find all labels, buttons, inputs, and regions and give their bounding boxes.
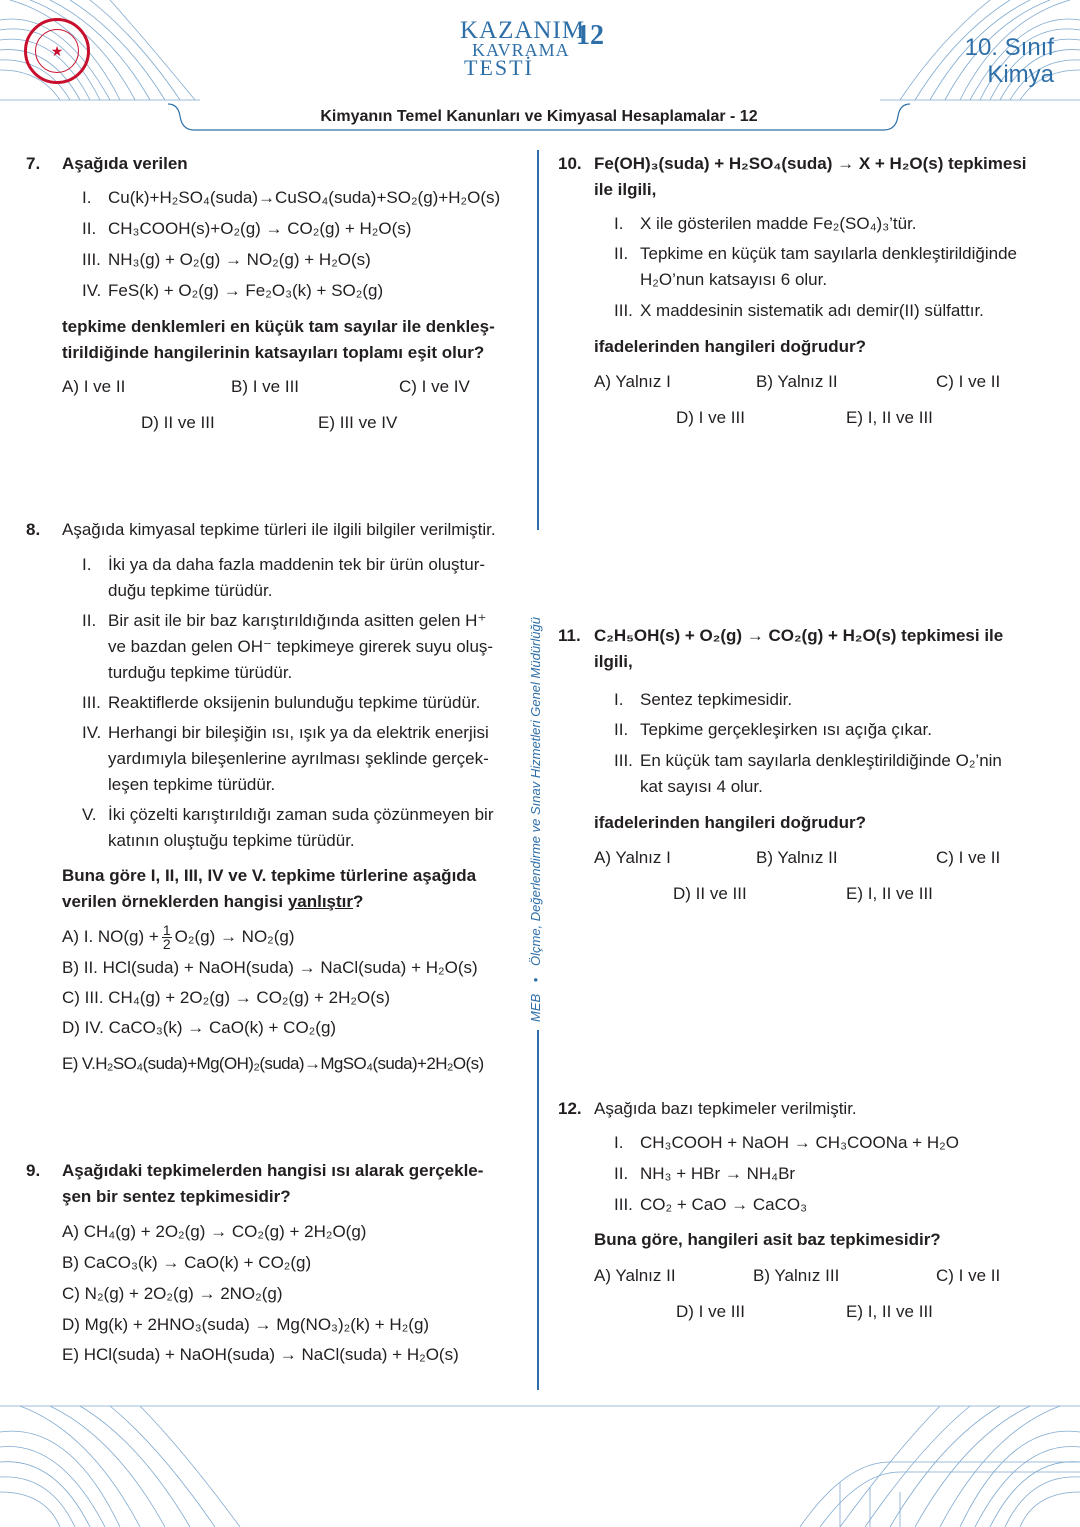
q10-item-1: I. X ile gösterilen madde Fe₂(SO₄)₃’tür.	[614, 214, 917, 233]
q12-items	[614, 1133, 959, 1215]
column-divider-bottom	[537, 1030, 539, 1390]
question-7	[26, 154, 526, 174]
q8-item-2: II. Bir asit ile bir baz karıştırıldığında asitten gelen H⁺ ve bazdan gelen OH⁻ tepkimeye girerek suyu oluş- turduğu tepkime türüdür.	[82, 611, 494, 682]
q10-option-d[interactable]: D) I ve III	[676, 408, 745, 427]
q11-prompt: ifadelerinden hangileri doğrudur?	[594, 813, 867, 832]
q8-negation-word: yanlıştır	[287, 892, 354, 911]
q8-option-e[interactable]: E) V.H₂SO₄(suda)+Mg(OH)₂(suda)→MgSO₄(suda)+2H₂O(s)	[62, 1054, 484, 1073]
q7-option-d[interactable]: D) II ve III	[141, 413, 215, 432]
column-divider-top	[537, 150, 539, 530]
q12-prompt: Buna göre, hangileri asit baz tepkimesidir?	[594, 1230, 941, 1249]
q12-option-b[interactable]: B) Yalnız III	[753, 1266, 840, 1285]
q8-item-4: IV. Herhangi bir bileşiğin ısı, ışık ya da elektrik enerjisi yardımıyla bileşenlerine ayrılması şeklinde gerçek- leşen tepkime türüdür.	[82, 723, 489, 794]
half-fraction: $\frac{1}{2}$	[162, 921, 171, 952]
q9-option-e[interactable]: E) HCl(suda) + NaOH(suda) → NaCl(suda) + H₂O(s)	[62, 1345, 459, 1364]
q8-items	[82, 555, 494, 861]
q8-number: 8.	[26, 520, 41, 539]
q10-option-b[interactable]: B) Yalnız II	[756, 372, 838, 391]
q10-option-a[interactable]: A) Yalnız I	[594, 372, 671, 391]
q12-item-3: III. CO₂ + CaO → CaCO₃	[614, 1195, 808, 1214]
q8-question: Buna göre I, II, III, IV ve V. tepkime türlerine aşağıda verilen örneklerden hangisi yanlıştır?	[62, 866, 477, 911]
q10-items	[614, 214, 1017, 321]
q8-option-d[interactable]: D) IV. CaCO₃(k) → CaO(k) + CO₂(g)	[62, 1018, 337, 1037]
q7-items	[82, 188, 500, 312]
q9-number: 9.	[26, 1161, 41, 1180]
q8-intro: Aşağıda kimyasal tepkime türleri ile ilgili bilgiler verilmiştir.	[62, 520, 496, 539]
q10-option-c[interactable]: C) I ve II	[936, 372, 1001, 391]
brand-title: KAZANIM KAVRAMA TESTİ	[460, 17, 586, 80]
q7-item-4: IV. FeS(k) + O₂(g) → Fe₂O₃(k) + SO₂(g)	[82, 281, 384, 300]
q7-question: tepkime denklemleri en küçük tam sayılar ile denkleş- tirildiğinde hangilerinin katsayıları toplamı eşit olur?	[62, 317, 495, 362]
q12-option-e[interactable]: E) I, II ve III	[846, 1302, 933, 1321]
grade-label: 10. Sınıf	[964, 34, 1054, 61]
q8-option-c[interactable]: C) III. CH₄(g) + 2O₂(g) → CO₂(g) + 2H₂O(s)	[62, 988, 391, 1007]
q11-items	[614, 690, 1002, 797]
q11-option-d[interactable]: D) II ve III	[673, 884, 747, 903]
q12-option-c[interactable]: C) I ve II	[936, 1266, 1001, 1285]
q8-item-3: III. Reaktiflerde oksijenin bulunduğu tepkime türüdür.	[82, 693, 481, 712]
q9-option-a[interactable]: A) CH₄(g) + 2O₂(g) → CO₂(g) + 2H₂O(g)	[62, 1222, 367, 1241]
q10-question: Fe(OH)₃(suda) + H₂SO₄(suda) → X + H₂O(s) tepkimesi ile ilgili,	[594, 154, 1027, 199]
subject-label: Kimya	[987, 61, 1054, 88]
side-publisher: MEB	[528, 993, 543, 1022]
q9-question: Aşağıdaki tepkimelerden hangisi ısı alarak gerçekle- şen bir sentez tepkimesidir?	[62, 1161, 484, 1206]
q11-item-2: II. Tepkime gerçekleşirken ısı açığa çıkar.	[614, 720, 932, 739]
side-separator: •	[528, 977, 543, 983]
q12-option-a[interactable]: A) Yalnız II	[594, 1266, 676, 1285]
q11-option-e[interactable]: E) I, II ve III	[846, 884, 933, 903]
q10-prompt: ifadelerinden hangileri doğrudur?	[594, 337, 867, 356]
q11-option-b[interactable]: B) Yalnız II	[756, 848, 838, 867]
q9-option-c[interactable]: C) N₂(g) + 2O₂(g) → 2NO₂(g)	[62, 1284, 283, 1303]
q8-item-5: V. İki çözelti karıştırıldığı zaman suda çözünmeyen bir katının oluştuğu tepkime türüdür.	[82, 805, 494, 850]
q9-option-d[interactable]: D) Mg(k) + 2HNO₃(suda) → Mg(NO₃)₂(k) + H₂(g)	[62, 1315, 430, 1334]
q11-option-c[interactable]: C) I ve II	[936, 848, 1001, 867]
q7-item-3: III. NH₃(g) + O₂(g) → NO₂(g) + H₂O(s)	[82, 250, 371, 269]
q7-item-1: I. Cu(k)+H₂SO₄(suda)→CuSO₄(suda)+SO₂(g)+H₂O(s)	[82, 188, 501, 207]
q11-question: C₂H₅OH(s) + O₂(g) → CO₂(g) + H₂O(s) tepkimesi ile ilgili,	[594, 626, 1004, 671]
test-number: 12	[576, 20, 604, 51]
q10-option-e[interactable]: E) I, II ve III	[846, 408, 933, 427]
q10-item-3: III. X maddesinin sistematik adı demir(II) sülfattır.	[614, 301, 984, 320]
meb-logo: ★	[24, 18, 90, 84]
q8-option-a[interactable]: A) I. NO(g) + $\frac{1}{2}$ O₂(g) → NO₂(g)	[62, 921, 295, 952]
q7-item-2: II. CH₃COOH(s)+O₂(g) → CO₂(g) + H₂O(s)	[82, 219, 412, 238]
grade-subject	[965, 34, 1054, 88]
q9-option-b[interactable]: B) CaCO₃(k) → CaO(k) + CO₂(g)	[62, 1253, 312, 1272]
q7-option-c[interactable]: C) I ve IV	[399, 377, 470, 396]
q12-item-2: II. NH₃ + HBr → NH₄Br	[614, 1164, 796, 1183]
q7-option-b[interactable]: B) I ve III	[231, 377, 300, 396]
q10-item-2: II. Tepkime en küçük tam sayılarla denkleştirildiğinde H₂O’nun katsayısı 6 olur.	[614, 244, 1018, 289]
q11-item-3: III. En küçük tam sayılarla denkleştirildiğinde O₂’nin kat sayısı 4 olur.	[614, 751, 1002, 796]
q8-option-b[interactable]: B) II. HCl(suda) + NaOH(suda) → NaCl(suda) + H₂O(s)	[62, 958, 478, 977]
page-subtitle: Kimyanın Temel Kanunları ve Kimyasal Hesaplamalar - 12	[320, 108, 758, 125]
q12-item-1: I. CH₃COOH + NaOH → CH₃COONa + H₂O	[614, 1133, 959, 1152]
footer-hatch	[0, 1402, 1080, 1527]
q12-option-d[interactable]: D) I ve III	[676, 1302, 745, 1321]
q7-number: 7.	[26, 154, 41, 173]
q11-option-a[interactable]: A) Yalnız I	[594, 848, 671, 867]
q11-item-1: I. Sentez tepkimesidir.	[614, 690, 793, 709]
side-department: Ölçme, Değerlendirme ve Sınav Hizmetleri Genel Müdürlüğü	[528, 617, 543, 967]
q10-number: 10.	[558, 154, 582, 173]
q11-number: 11.	[558, 626, 581, 645]
q7-option-a[interactable]: A) I ve II	[62, 377, 126, 396]
q7-option-e[interactable]: E) III ve IV	[318, 413, 398, 432]
q7-intro: Aşağıda verilen	[62, 154, 188, 173]
q12-number: 12.	[558, 1099, 582, 1118]
q12-intro: Aşağıda bazı tepkimeler verilmiştir.	[594, 1099, 857, 1118]
q8-item-1: I. İki ya da daha fazla maddenin tek bir ürün oluştur- duğu tepkime türüdür.	[82, 555, 486, 600]
side-credit	[528, 617, 543, 1022]
